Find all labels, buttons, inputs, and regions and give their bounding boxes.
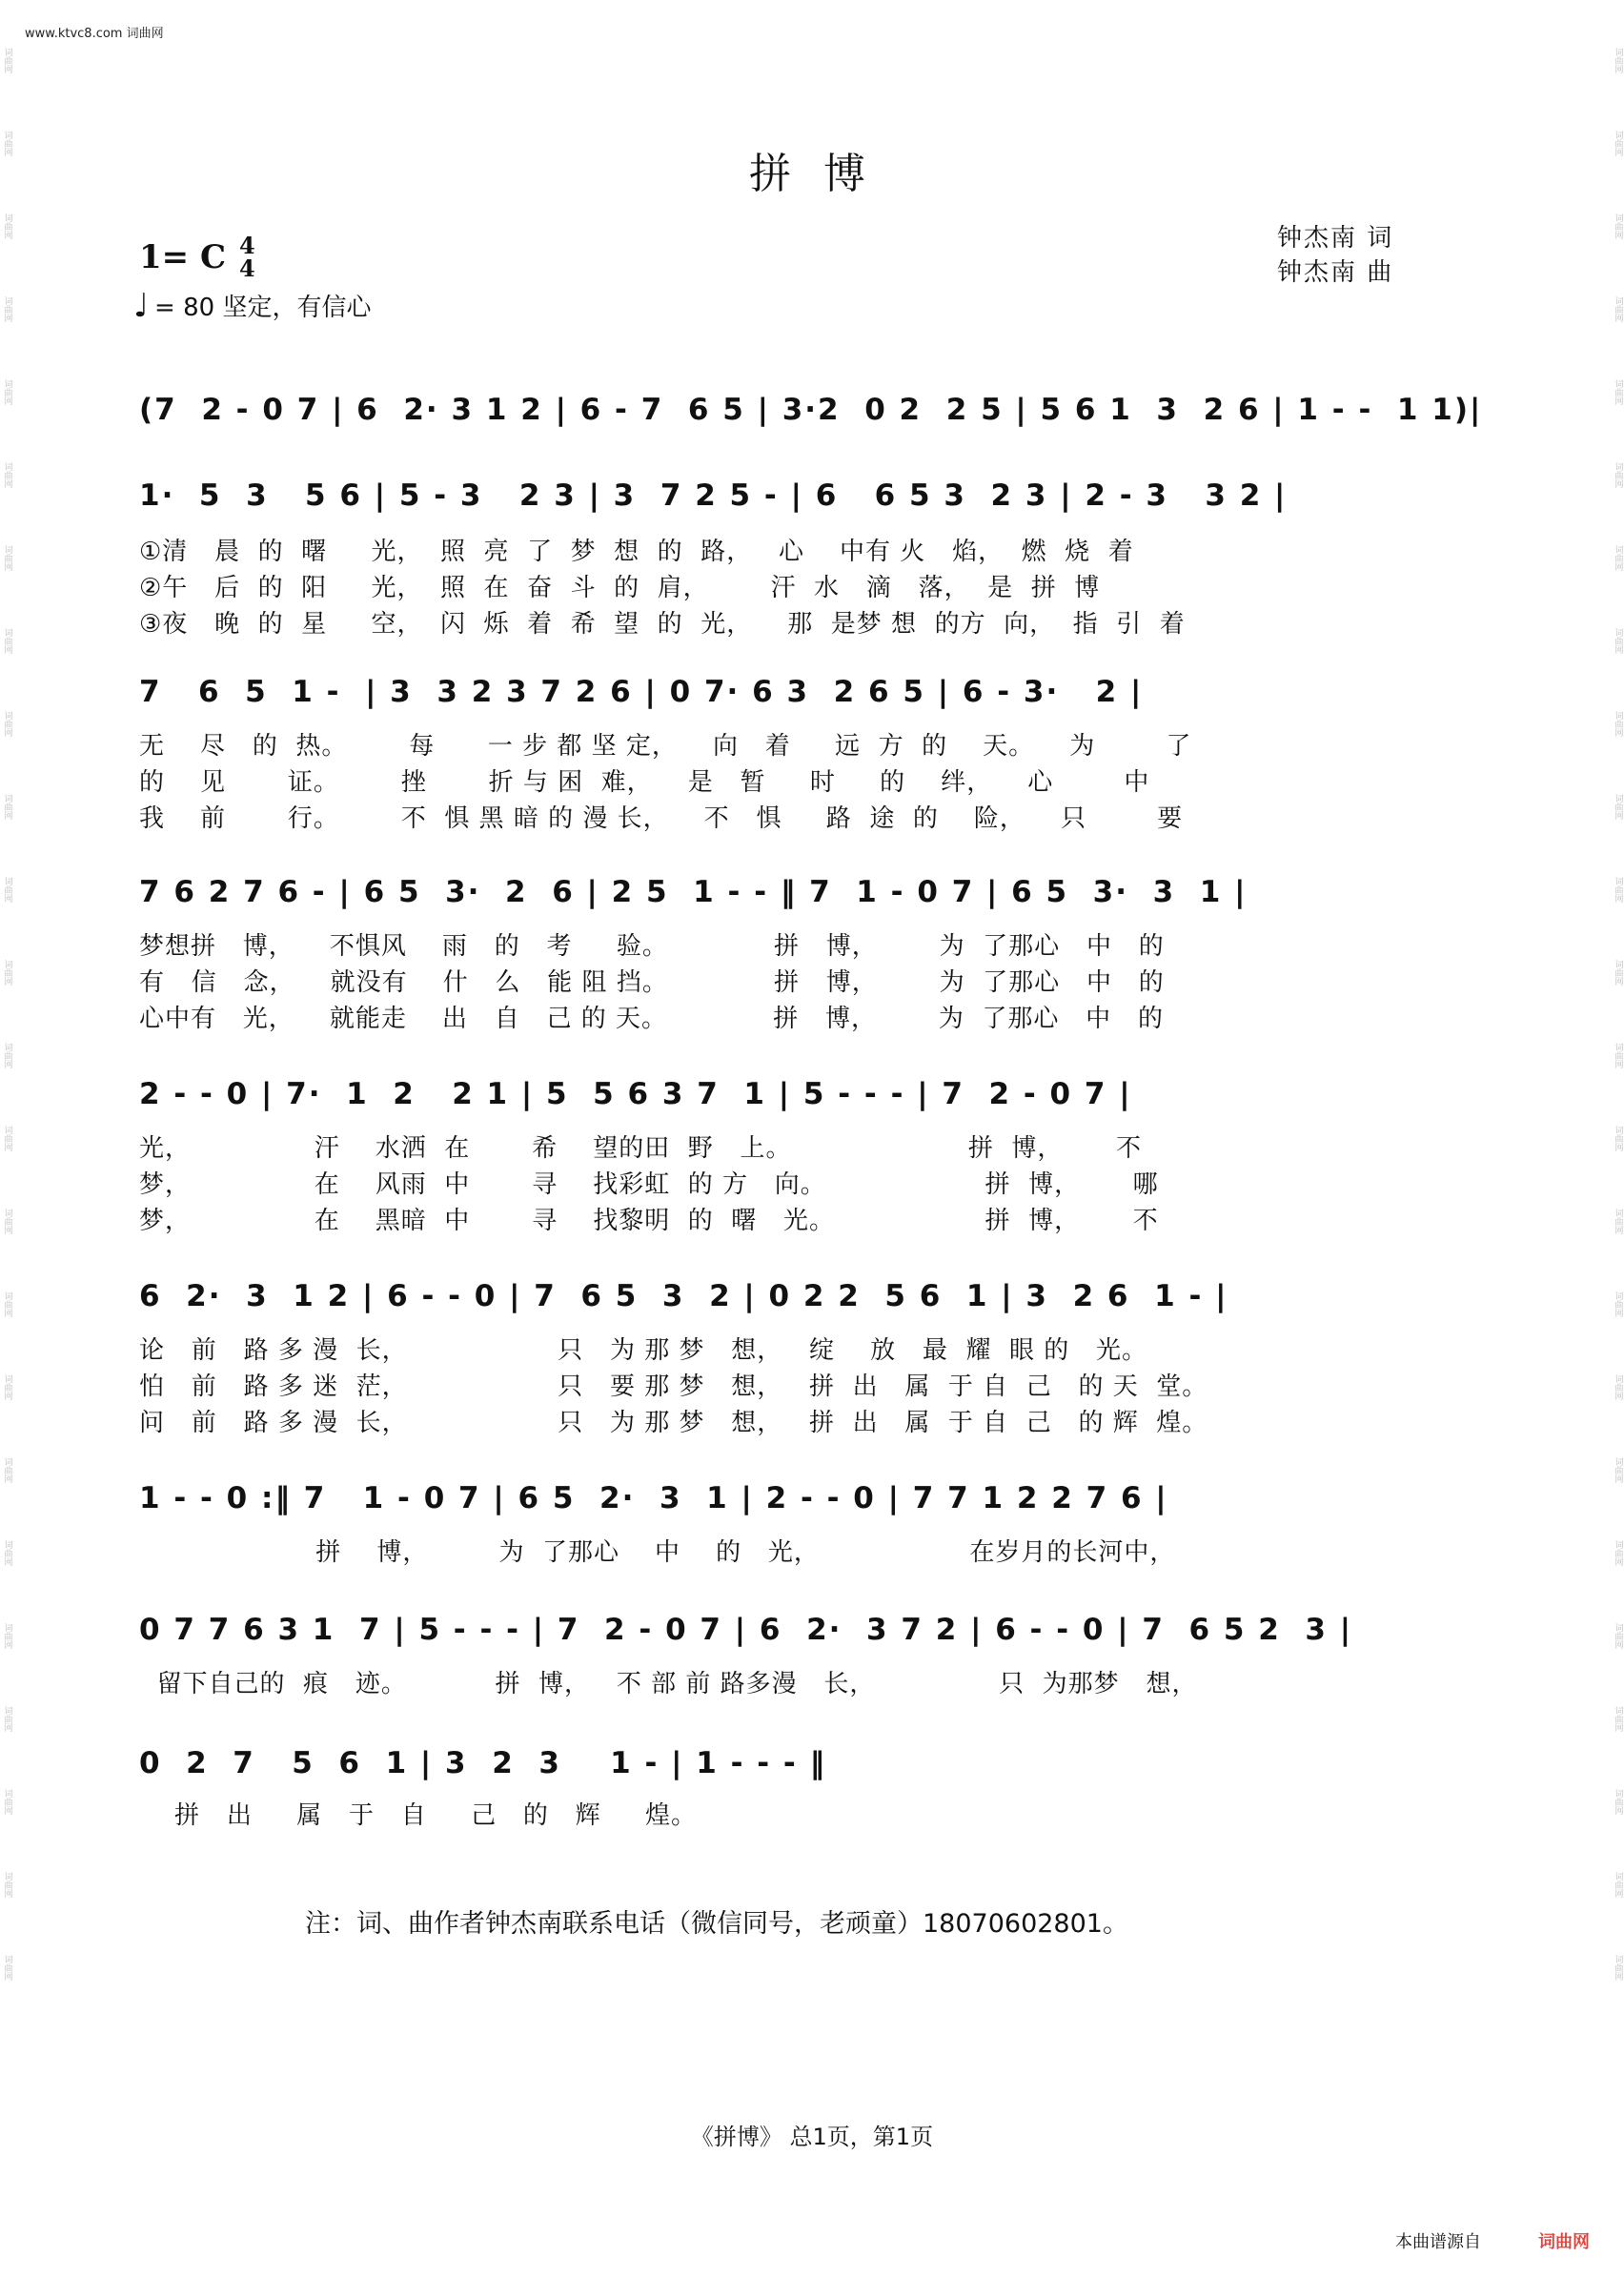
- site-source-footer: [1395, 2228, 1590, 2253]
- contact-note: 注：词、曲作者钟杰南联系电话（微信同号，老顽童）18070602801。: [305, 1909, 1128, 1939]
- lyric-line: 梦， 在 黑暗 中 寻 找黎明 的 曙 光。 拼 博， 不: [139, 1207, 1159, 1235]
- site-brand-link[interactable]: 词曲网: [1538, 2232, 1590, 2252]
- source-label: 本曲谱源自: [1395, 2232, 1481, 2252]
- time-signature: [239, 234, 255, 280]
- notation-line: 0 7 7 6 3 1 7 | 5 - - - | 7 2 - 0 7 | 6 2· 3 7 2 | 6 - - 0 | 7 6 5 2 3 |: [139, 1613, 1353, 1647]
- lyric-line: 留下自己的 痕 迹。 拼 博， 不 部 前 路多漫 长， 只 为那梦 想，: [139, 1670, 1198, 1698]
- notation-line: 7 6 5 1 - | 3 3 2 3 7 2 6 | 0 7· 6 3 2 6 5 | 6 - 3· 2 |: [139, 675, 1144, 709]
- key-signature: [139, 234, 255, 280]
- lyric-line: 论 前 路 多 漫 长， 只 为 那 梦 想， 绽 放 最 耀 眼 的 光。: [139, 1336, 1148, 1365]
- site-url-header: www.ktvc8.com 词曲网: [25, 27, 164, 41]
- lyric-line: 拼 博， 为 了那心 中 的 光， 在岁月的长河中，: [139, 1538, 1176, 1567]
- lyric-line: ③夜 晚 的 星 空， 闪 烁 着 希 望 的 光， 那 是梦 想 的方 向， 指 引 着: [139, 610, 1186, 639]
- notation-line: 1 - - 0 :‖ 7 1 - 0 7 | 6 5 2· 3 1 | 2 - - 0 | 7 7 1 2 2 7 6 |: [139, 1481, 1168, 1515]
- lyric-line: ②午 后 的 阳 光， 照 在 奋 斗 的 肩， 汗 水 滴 落， 是 拼 博: [139, 574, 1101, 602]
- time-bottom: 4: [239, 254, 255, 282]
- right-watermark-strip: 词曲网 词曲网 词曲网 词曲网 词曲网 词曲网 词曲网 词曲网 词曲网 词曲网 词曲网 词曲网 词曲网 词曲网 词曲网 词曲网 词曲网 词曲网 词曲网 词曲网 词曲网 词曲网 词曲网 词曲网: [1613, 48, 1623, 1981]
- tempo-marking: [133, 288, 371, 323]
- notation-line: 2 - - 0 | 7· 1 2 2 1 | 5 5 6 3 7 1 | 5 - - - | 7 2 - 0 7 |: [139, 1077, 1132, 1111]
- lyric-line: 心中有 光， 就能走 出 自 己 的 天。 拼 博， 为 了那心 中 的: [139, 1005, 1164, 1033]
- left-watermark-strip: 词曲网 词曲网 词曲网 词曲网 词曲网 词曲网 词曲网 词曲网 词曲网 词曲网 词曲网 词曲网 词曲网 词曲网 词曲网 词曲网 词曲网 词曲网 词曲网 词曲网 词曲网 词曲网 词曲网 词曲网: [2, 48, 12, 1981]
- lyric-line: 怕 前 路 多 迷 茫， 只 要 那 梦 想， 拼 出 属 于 自 己 的 天 堂。: [139, 1372, 1208, 1401]
- lyric-line: 无 尽 的 热。 每 一 步 都 坚 定， 向 着 远 方 的 天。 为 了: [139, 732, 1192, 761]
- notation-line: 7 6 2 7 6 - | 6 5 3· 2 6 | 2 5 1 - - ‖ 7 1 - 0 7 | 6 5 3· 3 1 |: [139, 875, 1248, 909]
- time-top: 4: [239, 232, 255, 259]
- song-title: 拼 博: [749, 150, 875, 198]
- quarter-note-icon: ♩: [133, 286, 150, 325]
- notation-line: 6 2· 3 1 2 | 6 - - 0 | 7 6 5 3 2 | 0 2 2 5 6 1 | 3 2 6 1 - |: [139, 1279, 1228, 1313]
- key-label: 1= C: [139, 238, 227, 276]
- tempo-text: = 80 坚定，有信心: [154, 294, 372, 322]
- lyric-line: 光， 汗 水洒 在 希 望的田 野 上。 拼 博， 不: [139, 1134, 1142, 1163]
- lyric-line: 我 前 行。 不 惧 黑 暗 的 漫 长， 不 惧 路 途 的 险， 只 要: [139, 804, 1184, 833]
- composer-credit: 钟杰南 曲: [1277, 258, 1394, 287]
- lyric-line: 拼 出 属 于 自 己 的 辉 煌。: [139, 1801, 697, 1830]
- page-footer: 《拼博》 总1页，第1页: [690, 2124, 934, 2150]
- lyric-line: 梦， 在 风雨 中 寻 找彩虹 的 方 向。 拼 博， 哪: [139, 1170, 1159, 1199]
- lyric-line: 有 信 念， 就没有 什 么 能 阻 挡。 拼 博， 为 了那心 中 的: [139, 968, 1165, 997]
- lyric-line: ①清 晨 的 曙 光， 照 亮 了 梦 想 的 路， 心 中有 火 焰， 燃 烧 着: [139, 538, 1134, 566]
- notation-line: (7 2 - 0 7 | 6 2· 3 1 2 | 6 - 7 6 5 | 3·2 0 2 2 5 | 5 6 1 3 2 6 | 1 - - 1 1)|: [139, 393, 1483, 427]
- lyric-line: 梦想拼 博， 不惧风 雨 的 考 验。 拼 博， 为 了那心 中 的: [139, 932, 1165, 961]
- notation-line: 0 2 7 5 6 1 | 3 2 3 1 - | 1 - - - ‖: [139, 1746, 827, 1780]
- credits: [1277, 221, 1393, 290]
- lyric-line: 问 前 路 多 漫 长， 只 为 那 梦 想， 拼 出 属 于 自 己 的 辉 煌。: [139, 1409, 1208, 1437]
- notation-line: 1· 5 3 5 6 | 5 - 3 2 3 | 3 7 2 5 - | 6 6 5 3 2 3 | 2 - 3 3 2 |: [139, 478, 1288, 513]
- lyricist-credit: 钟杰南 词: [1277, 224, 1394, 253]
- lyric-line: 的 见 证。 挫 折 与 困 难， 是 暂 时 的 绊， 心 中: [139, 768, 1150, 797]
